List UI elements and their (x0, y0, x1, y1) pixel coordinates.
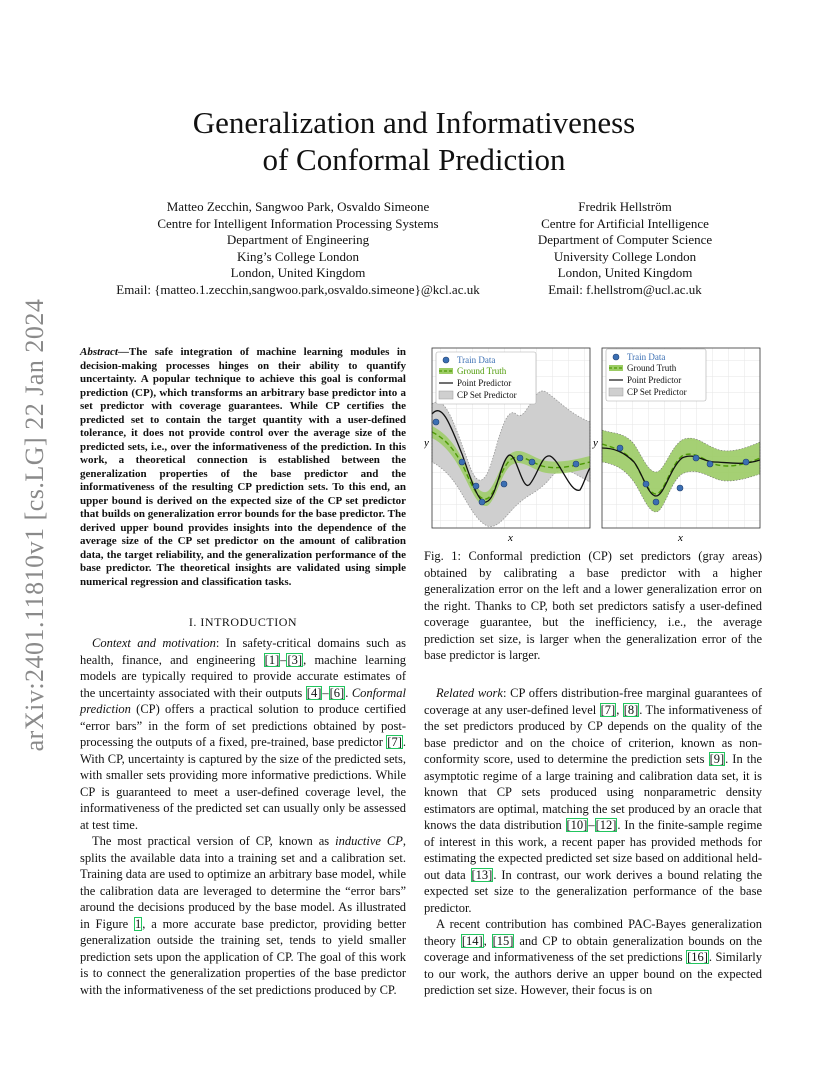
citation-link[interactable]: [13] (471, 867, 493, 882)
legend-truth-label: Ground Truth (457, 366, 507, 376)
text-run: . With CP, uncertainty is captured by the size of the predicted sets, with smaller sets providing more informative predictions. While CP is guaranteed to meet a user-defined coverage level, the informativeness of the predicted set can usually only be assessed at test time. (80, 735, 406, 832)
citation-link[interactable]: [14] (461, 933, 483, 948)
train-point (501, 481, 507, 487)
legend-train-label: Train Data (627, 352, 666, 362)
citation-link[interactable]: [4] (306, 685, 322, 700)
text-run: : In safety-critical domains such as health, finance, and engineering (80, 636, 406, 667)
arxiv-stamp: arXiv:2401.11810v1 [cs.LG] 22 Jan 2024 (20, 298, 49, 752)
text-run: – (280, 652, 287, 667)
text-run: , machine learning models are typically required to provide accurate estimates of the uncertainty associated with their outputs (80, 652, 406, 700)
citation-link[interactable]: [1] (264, 652, 280, 667)
train-point (677, 485, 683, 491)
train-point (643, 481, 649, 487)
legend-train-marker (443, 357, 449, 363)
train-point (693, 455, 699, 461)
title-line-1: Generalization and Informativeness (192, 105, 636, 140)
author-names: Fredrik Hellström (578, 199, 672, 214)
legend-train-marker (613, 354, 619, 360)
text-run: . The informativeness of the set predictors produced by CP depends on the quality of the base predictor and on the choice of criterion, known as non-conformity score, used to determine the prediction sets (424, 702, 763, 766)
legend-train-label: Train Data (457, 355, 496, 365)
citation-link[interactable]: [3] (287, 652, 303, 667)
text-run: , splits the available data into a training set and a calibration set. Training data are used to optimize an arbitrary base model, while the calibration data are leveraged to determine the “error bars” around the decisions produced by the base model. As illustrated in Figure (80, 834, 406, 931)
legend-cpset-swatch (609, 388, 623, 396)
legend-cpset-label: CP Set Predictor (457, 390, 517, 400)
citation-link[interactable]: [10] (566, 818, 588, 832)
text-run: , (616, 702, 623, 717)
paragraph-lead: Context and motivation (92, 636, 216, 650)
text-run: (CP) offers a practical solution to produce certified “error bars” in the form of set predictions obtained by post-processing the outputs of a fixed, pre-trained, base predictor (80, 702, 406, 749)
author-names: Matteo Zecchin, Sangwoo Park, Osvaldo Simeone (166, 199, 430, 214)
train-point (479, 499, 485, 505)
text-run: , (483, 933, 492, 948)
abstract (80, 346, 406, 589)
text-run: : CP offers distribution-free marginal guarantees of coverage at any user-defined level (424, 686, 762, 717)
author-affiliation: Centre for Intelligent Information Processing Systems (157, 215, 439, 231)
y-axis-label-right: y (593, 437, 598, 449)
author-affiliation: King’s College London (236, 248, 360, 264)
title-line-2: of Conformal Prediction (262, 142, 566, 177)
x-axis-label-right: x (678, 532, 683, 544)
train-point (473, 483, 479, 489)
abstract-lead: Abstract (80, 346, 118, 358)
citation-link[interactable]: [16] (687, 950, 708, 964)
figure-1 (424, 344, 762, 544)
train-point (743, 459, 749, 465)
emphasis: inductive CP (335, 834, 403, 848)
text-run: , a more accurate base predictor, providing better generalization outside the training set, tends to yield smaller prediction sets upon the application of CP. The goal of this work is to connect the generalization properties of the base predictor with the informativeness of the set predictions produced by CP. (80, 916, 407, 997)
citation-link[interactable]: [8] (623, 702, 639, 717)
y-axis-label-left: y (424, 437, 429, 449)
author-affiliation: London, United Kingdom (557, 265, 693, 280)
train-point (653, 499, 659, 505)
author-affiliation: Department of Engineering (226, 232, 370, 247)
train-point (573, 461, 579, 467)
figure-caption: Fig. 1: Conformal prediction (CP) set predictors (gray areas) obtained by calibrating a base predictor with a higher generalization error on the left and a lower generalization error on the right. Thanks to CP, both set predictors satisfy a user-defined coverage guarantee, but the inefficiency, i.e., the average prediction set size, is larger when the generalization error of the base predictor is larger. (424, 549, 762, 662)
citation-link[interactable]: [6] (329, 685, 345, 700)
citation-link[interactable]: [7] (600, 702, 616, 717)
citation-link[interactable]: [12] (595, 818, 617, 832)
train-point (617, 445, 623, 451)
legend-point-label: Point Predictor (457, 378, 512, 388)
intro-paragraph-1 (80, 635, 406, 833)
paper-title (0, 104, 828, 178)
text-run: . Similarly to our work, the authors derive an upper bound on the expected prediction set size. However, their focus is on (424, 950, 762, 997)
plot-right (592, 348, 760, 544)
author-affiliation: London, United Kingdom (230, 265, 366, 280)
x-axis-label-left: x (508, 532, 513, 544)
figure-1-plots (424, 344, 762, 544)
legend-right (606, 349, 706, 401)
text-run: . In the asymptotic regime of a large training and calibration data set, it is known that CP sets produced using nonparametric density estimators are optimal, matching the set produced by an oracle that knows the data distribution (424, 752, 762, 832)
citation-link[interactable]: [15] (492, 933, 514, 948)
paragraph-lead: Related work (436, 686, 503, 700)
related-paragraph-1 (424, 685, 762, 916)
intro-paragraph-2 (80, 833, 406, 998)
text-run: . (345, 685, 352, 700)
author-block-right (515, 199, 735, 298)
plot-left (424, 348, 590, 544)
citation-link[interactable]: [7] (387, 735, 402, 749)
train-point (517, 455, 523, 461)
text-run: . In contrast, our work derives a bound relating the expected set size to the generalization performance of the base predictor. (424, 867, 762, 915)
abstract-text: —The safe integration of machine learning modules in decision-making processes hinges on their ability to quantify uncertainty. A popular technique to achieve this goal is conformal prediction (CP), which transforms an arbitrary base predictor into a set predictor with coverage guarantees. While CP certifies the predicted set to contain the target quantity with a user-defined tolerance, it does not provide control over the average size of the predicted sets, i.e., over the informativeness of the prediction. In this work, a theoretical connection is established between the generalization properties of the base predictor and the informativeness of the resulting CP prediction sets. To this end, an upper bound is derived on the expected size of the CP set predictor that builds on generalization error bounds for the base predictor. The derived upper bound provides insights into the dependence of the average size of the CP set predictor on the amount of calibration data, the target reliability, and the generalization performance of the base predictor. The theoretical insights are validated using simple numerical regression and classification tasks. (80, 346, 406, 588)
citation-link[interactable]: [9] (709, 752, 725, 766)
related-paragraph-2 (424, 916, 762, 999)
text-run: . In the finite-sample regime of interest in this work, a recent paper has provided methods for estimating the expected predicted set size based on additional held-out data (424, 818, 762, 882)
text-run: – (588, 818, 595, 832)
related-work-body (424, 685, 762, 999)
legend-cpset-swatch (439, 391, 453, 399)
train-point (529, 459, 535, 465)
section-heading-introduction: I. INTRODUCTION (188, 615, 298, 629)
text-run: – (322, 685, 329, 700)
legend-cpset-label: CP Set Predictor (627, 387, 687, 397)
text-run: A recent contribution has combined PAC-Bayes generalization theory (424, 917, 762, 948)
figure-link[interactable]: 1 (135, 916, 142, 931)
legend-left (436, 352, 536, 404)
text-run: The most practical version of CP, known as (92, 834, 336, 848)
text-run: and CP to obtain generalization bounds on the coverage and informativeness of the set predictions (424, 933, 762, 964)
emphasis: Conformal prediction (80, 685, 406, 716)
train-point (707, 461, 713, 467)
intro-body (80, 635, 406, 998)
train-point (459, 459, 465, 465)
author-affiliation: Centre for Artificial Intelligence (541, 215, 709, 231)
train-point (433, 419, 439, 425)
author-affiliation: Department of Computer Science (537, 232, 713, 247)
author-email[interactable]: Email: f.hellstrom@ucl.ac.uk (548, 281, 702, 297)
author-affiliation: University College London (553, 248, 697, 264)
legend-point-label: Point Predictor (627, 375, 682, 385)
author-email[interactable]: Email: {matteo.1.zecchin,sangwoo.park,osvaldo.simeone}@kcl.ac.uk (116, 281, 480, 297)
legend-truth-label: Ground Truth (627, 363, 677, 373)
author-block-left (98, 199, 498, 298)
